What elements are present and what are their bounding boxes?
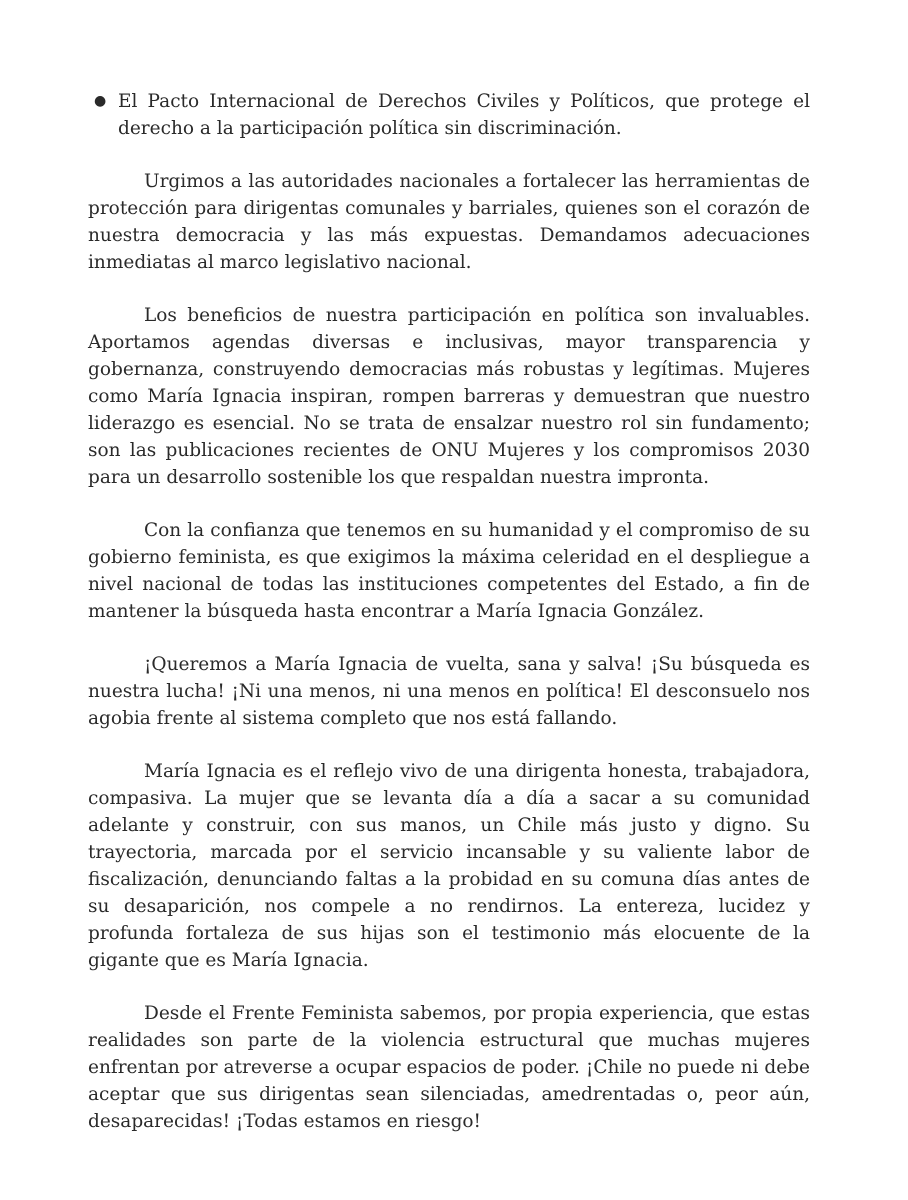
bullet-list-item: [88, 88, 810, 142]
paragraph-1: Urgimos a las autoridades nacionales a fortalecer las herramientas de protección para dirigentas comunales y barriales, quienes son el corazón de nuestra democracia y las más expuestas. Demandamos adecuaciones inmediatas al marco legislativo nacional.: [88, 171, 810, 273]
paragraph-3: Con la confianza que tenemos en su humanidad y el compromiso de su gobierno feminista, es que exigimos la máxima celeridad en el despliegue a nivel nacional de todas las instituciones competentes del Estado, a fin de mantener la búsqueda hasta encontrar a María Ignacia González.: [88, 520, 810, 622]
paragraph-2: Los beneficios de nuestra participación en política son invaluables. Aportamos agendas diversas e inclusivas, mayor transparencia y gobernanza, construyendo democracias más robustas y legítimas. Mujeres como María Ignacia inspiran, rompen barreras y demuestran que nuestro liderazgo es esencial. No se trata de ensalzar nuestro rol sin fundamento; son las publicaciones recientes de ONU Mujeres y los compromisos 2030 para un desarrollo sostenible los que respaldan nuestra impronta.: [88, 305, 810, 488]
paragraph-4: ¡Queremos a María Ignacia de vuelta, sana y salva! ¡Su búsqueda es nuestra lucha! ¡Ni una menos, ni una menos en política! El desconsuelo nos agobia frente al sistema completo que nos está fallando.: [88, 654, 810, 729]
paragraph-6: Desde el Frente Feminista sabemos, por propia experiencia, que estas realidades son parte de la violencia estructural que muchas mujeres enfrentan por atreverse a ocupar espacios de poder. ¡Chile no puede ni debe aceptar que sus dirigentas sean silenciadas, amedrentadas o, peor aún, desaparecidas! ¡Todas estamos en riesgo!: [88, 1003, 810, 1132]
bullet-icon: ●: [94, 93, 107, 109]
bullet-text: El Pacto Internacional de Derechos Civiles y Políticos, que protege el derecho a la participación política sin discriminación.: [118, 91, 810, 139]
paragraph-5: María Ignacia es el reflejo vivo de una dirigenta honesta, trabajadora, compasiva. La mujer que se levanta día a día a sacar a su comunidad adelante y construir, con sus manos, un Chile más justo y digno. Su trayectoria, marcada por el servicio incansable y su valiente labor de fiscalización, denunciando faltas a la probidad en su comuna días antes de su desaparición, nos compele a no rendirnos. La entereza, lucidez y profunda fortaleza de sus hijas son el testimonio más elocuente de la gigante que es María Ignacia.: [88, 761, 810, 971]
document-page: [88, 88, 810, 1161]
